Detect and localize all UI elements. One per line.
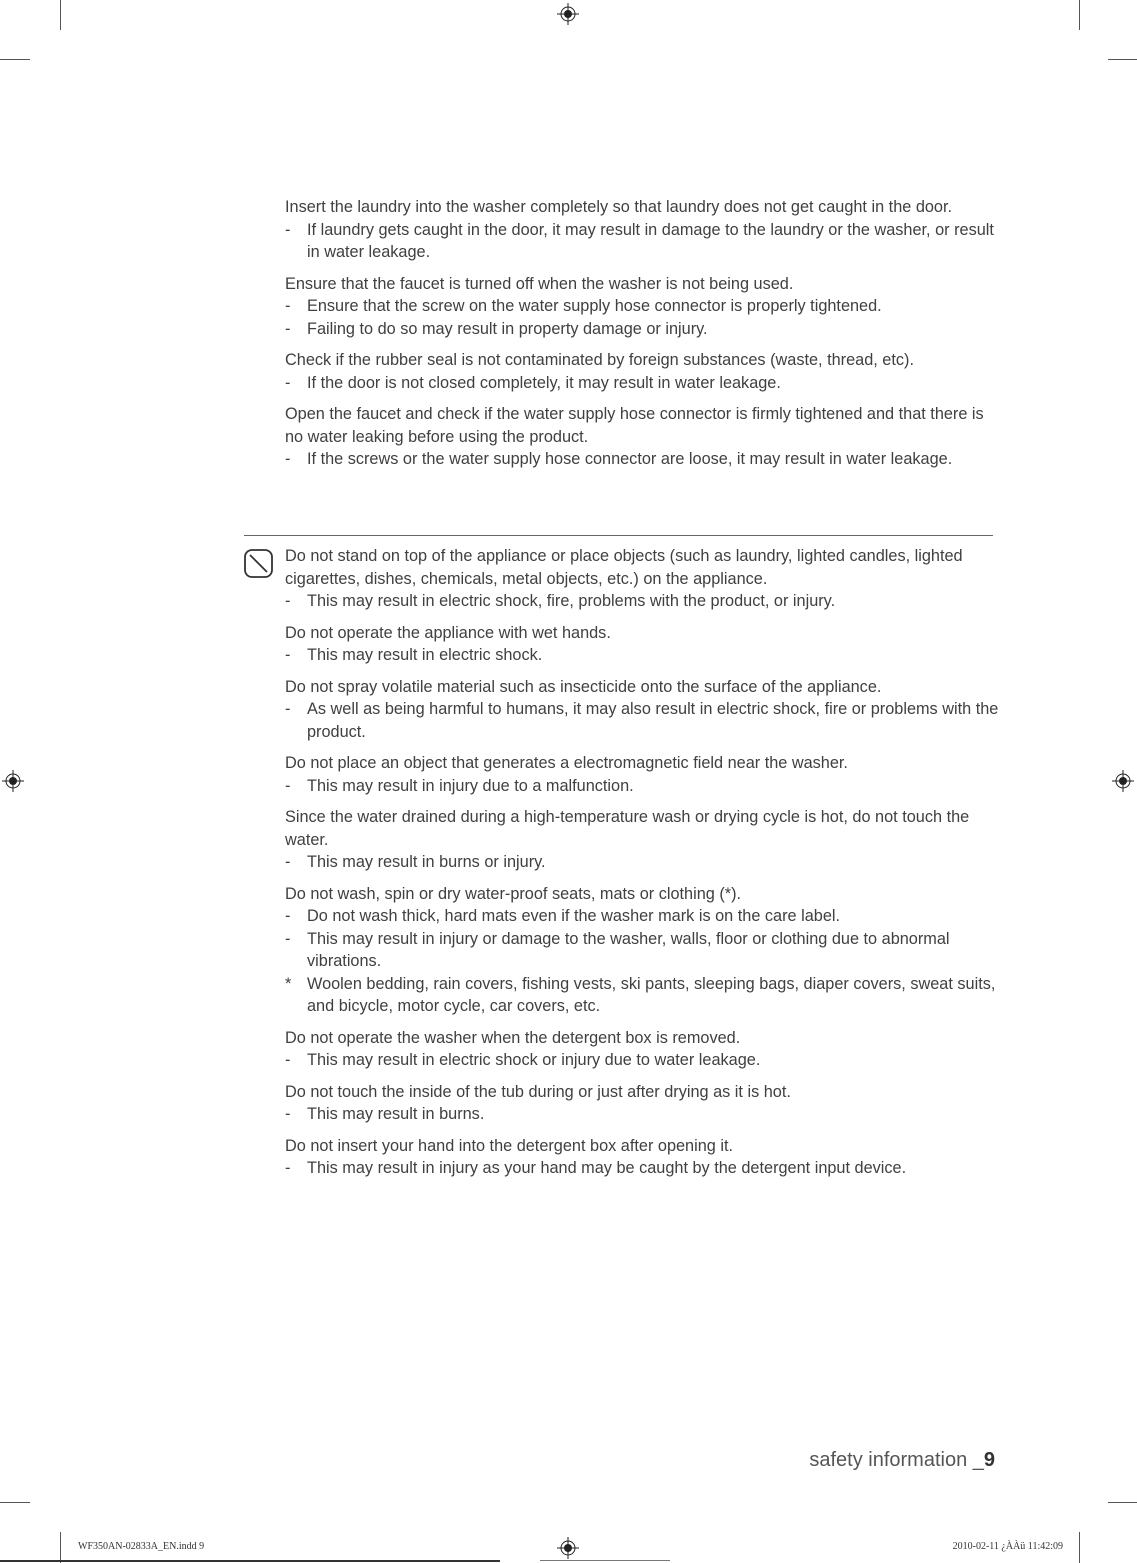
- section-divider: [244, 535, 993, 536]
- note-text: Ensure that the screw on the water supply hose connector is properly tightened.: [307, 297, 882, 315]
- warning-note: [285, 1049, 1005, 1072]
- note-marker: -: [285, 319, 291, 338]
- warning-text: Do not stand on top of the appliance or place objects (such as laundry, lighted candles, lighted cigarettes, dishes, chemicals, metal objects, etc.) on the appliance.: [285, 547, 963, 588]
- bottom-rule: [540, 1560, 670, 1561]
- crop-mark: [1108, 59, 1137, 60]
- warning-note: [285, 928, 1005, 973]
- note-marker: -: [285, 220, 291, 239]
- note-marker: -: [285, 1159, 291, 1177]
- note-text: This may result in electric shock.: [307, 646, 543, 664]
- warning-note: [285, 698, 1005, 743]
- instruction-note: [285, 318, 1005, 341]
- warning-item: [285, 806, 1005, 874]
- warning-note: [285, 905, 1005, 928]
- footnote-text: Woolen bedding, rain covers, fishing vests, ski pants, sleeping bags, diaper covers, sweat suits, and bicycle, motor cycle, car covers, etc.: [307, 974, 996, 1015]
- warning-item: [285, 1135, 1005, 1180]
- note-text: This may result in injury or damage to the washer, walls, floor or clothing due to abnormal vibrations.: [307, 929, 950, 970]
- instruction-item: [285, 403, 1005, 471]
- registration-mark-icon: [557, 1537, 579, 1559]
- instruction-note: [285, 448, 1005, 471]
- warning-text: Do not insert your hand into the detergent box after opening it.: [285, 1136, 734, 1155]
- instruction-text: Check if the rubber seal is not contaminated by foreign substances (waste, thread, etc).: [285, 351, 914, 369]
- note-marker: -: [285, 929, 291, 948]
- instruction-item: [285, 273, 1005, 341]
- instruction-note: [285, 372, 1005, 395]
- warning-item: [285, 752, 1005, 797]
- crop-mark: [60, 1532, 61, 1563]
- note-text: If laundry gets caught in the door, it may result in damage to the laundry or the washer, or result in water leakage.: [307, 220, 994, 261]
- note-text: This may result in burns or injury.: [307, 853, 546, 871]
- warning-note: [285, 775, 1005, 798]
- section-2-content: [285, 545, 1005, 1189]
- warning-note: [285, 644, 1005, 667]
- warning-note: [285, 1103, 1005, 1126]
- warning-note: [285, 851, 1005, 874]
- crop-mark: [1108, 1502, 1137, 1503]
- page-footer-title: [809, 1449, 995, 1472]
- page-number: 9: [983, 1449, 995, 1471]
- print-slug-timestamp: 2010-02-11 ¿ÀÀü 11:42:09: [952, 1541, 1063, 1552]
- note-text: As well as being harmful to humans, it may also result in electric shock, fire or problems with the product.: [307, 700, 999, 741]
- registration-mark-icon: [2, 770, 24, 792]
- note-marker: -: [285, 297, 291, 315]
- warning-note: [285, 1157, 1005, 1180]
- instruction-text: Ensure that the faucet is turned off when the washer is not being used.: [285, 274, 794, 293]
- footnote-marker: *: [285, 974, 292, 993]
- warning-text: Do not operate the appliance with wet hands.: [285, 623, 611, 642]
- note-marker: -: [285, 1051, 291, 1069]
- print-slug-filename: WF350AN-02833A_EN.indd 9: [78, 1541, 205, 1552]
- crop-mark: [60, 0, 61, 30]
- section-title: safety information _: [809, 1449, 984, 1471]
- note-marker: -: [285, 853, 291, 871]
- crop-mark: [1079, 0, 1080, 30]
- instruction-text: Insert the laundry into the washer completely so that laundry does not get caught in the door.: [285, 198, 953, 216]
- note-marker: -: [285, 1105, 291, 1123]
- warning-text: Do not place an object that generates a electromagnetic field near the washer.: [285, 754, 848, 772]
- warning-item: [285, 545, 1005, 613]
- warning-item: [285, 676, 1005, 744]
- warning-item: [285, 1027, 1005, 1072]
- note-marker: -: [285, 373, 291, 392]
- section-1-content: [285, 196, 1005, 480]
- registration-mark-icon: [557, 3, 579, 25]
- instruction-note: [285, 219, 1005, 264]
- warning-text: Do not wash, spin or dry water-proof seats, mats or clothing (*).: [285, 884, 742, 903]
- note-marker: -: [285, 907, 291, 925]
- note-text: If the screws or the water supply hose connector are loose, it may result in water leakage.: [307, 450, 953, 468]
- crop-mark: [1079, 1532, 1080, 1563]
- instruction-item: [285, 349, 1005, 394]
- note-marker: -: [285, 700, 291, 718]
- registration-mark-icon: [1112, 770, 1134, 792]
- note-text: If the door is not closed completely, it may result in water leakage.: [307, 373, 781, 392]
- note-text: This may result in injury due to a malfunction.: [307, 776, 634, 795]
- warning-text: Do not operate the washer when the detergent box is removed.: [285, 1028, 741, 1047]
- crop-mark: [0, 59, 30, 60]
- footnote: [285, 973, 1005, 1018]
- note-marker: -: [285, 450, 291, 468]
- warning-item: [285, 1081, 1005, 1126]
- note-marker: -: [285, 646, 291, 664]
- bottom-rule: [0, 1560, 500, 1562]
- no-symbol-icon: [244, 549, 273, 578]
- warning-text: Since the water drained during a high-temperature wash or drying cycle is hot, do not touch the water.: [285, 808, 970, 849]
- note-marker: -: [285, 776, 291, 795]
- instruction-text: Open the faucet and check if the water supply hose connector is firmly tightened and that there is no water leaking before using the product.: [285, 405, 984, 446]
- warning-text: Do not spray volatile material such as insecticide onto the surface of the appliance.: [285, 677, 882, 696]
- note-text: This may result in electric shock, fire, problems with the product, or injury.: [307, 592, 836, 610]
- note-text: This may result in burns.: [307, 1105, 485, 1123]
- note-text: Do not wash thick, hard mats even if the washer mark is on the care label.: [307, 907, 841, 925]
- note-marker: -: [285, 592, 291, 610]
- warning-item: [285, 622, 1005, 667]
- note-text: This may result in injury as your hand may be caught by the detergent input device.: [307, 1159, 907, 1177]
- crop-mark: [0, 1502, 30, 1503]
- warning-text: Do not touch the inside of the tub during or just after drying as it is hot.: [285, 1082, 791, 1101]
- warning-note: [285, 590, 1005, 613]
- note-text: This may result in electric shock or injury due to water leakage.: [307, 1051, 761, 1069]
- note-text: Failing to do so may result in property damage or injury.: [307, 319, 708, 338]
- instruction-item: [285, 196, 1005, 264]
- warning-item: [285, 883, 1005, 1018]
- instruction-note: [285, 295, 1005, 318]
